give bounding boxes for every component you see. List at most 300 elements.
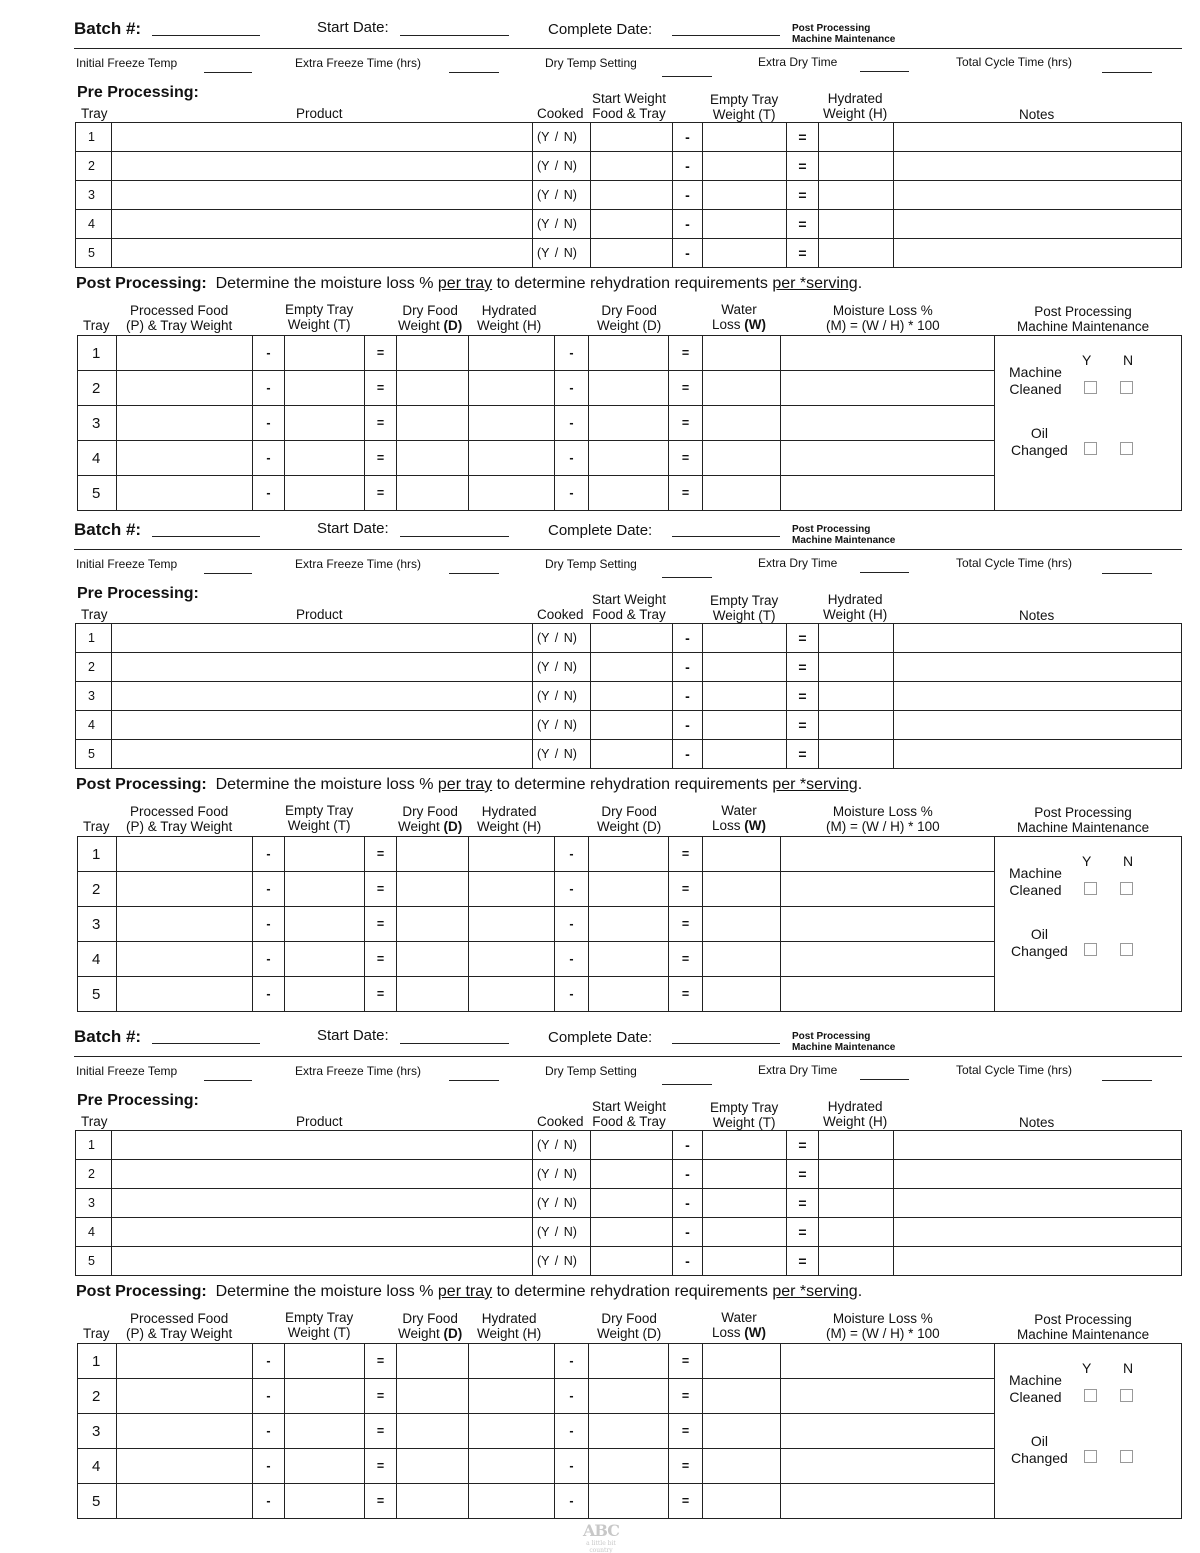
empty-tray-weight-cell[interactable] bbox=[703, 1189, 787, 1218]
pre-tray-number: 1 bbox=[76, 123, 112, 152]
moisture-loss-cell[interactable] bbox=[781, 837, 995, 872]
equals-sign: = bbox=[365, 907, 397, 942]
post-col-tray: Tray bbox=[83, 318, 110, 333]
no-column-label: N bbox=[1123, 1360, 1134, 1376]
empty-tray-cell[interactable] bbox=[285, 907, 365, 942]
processed-food-cell[interactable] bbox=[117, 1344, 253, 1379]
dry-temp-setting-field[interactable] bbox=[662, 577, 712, 578]
processed-food-cell[interactable] bbox=[117, 476, 253, 511]
notes-cell[interactable] bbox=[894, 1189, 1182, 1218]
empty-tray-cell[interactable] bbox=[285, 441, 365, 476]
initial-freeze-temp-field[interactable] bbox=[204, 1080, 252, 1081]
empty-tray-cell[interactable] bbox=[285, 1449, 365, 1484]
water-loss-cell[interactable] bbox=[703, 837, 781, 872]
processed-food-cell[interactable] bbox=[117, 406, 253, 441]
cooked-yn-cell[interactable]: (Y / N) bbox=[533, 1189, 591, 1218]
start-weight-cell[interactable] bbox=[591, 210, 673, 239]
water-loss-cell[interactable] bbox=[703, 441, 781, 476]
product-cell[interactable] bbox=[112, 1160, 533, 1189]
empty-tray-cell[interactable] bbox=[285, 977, 365, 1012]
extra-freeze-time-field[interactable] bbox=[449, 573, 499, 574]
empty-tray-weight-cell[interactable] bbox=[703, 740, 787, 769]
pre-tray-number: 1 bbox=[76, 1131, 112, 1160]
total-cycle-time-field[interactable] bbox=[1102, 72, 1152, 73]
processed-food-cell[interactable] bbox=[117, 942, 253, 977]
pre-table-row bbox=[76, 239, 1182, 268]
cooked-yn-cell[interactable]: (Y / N) bbox=[533, 1247, 591, 1276]
processed-food-cell[interactable] bbox=[117, 441, 253, 476]
dry-food-weight-2-cell[interactable] bbox=[589, 441, 669, 476]
product-cell[interactable] bbox=[112, 239, 533, 268]
water-loss-cell[interactable] bbox=[703, 406, 781, 441]
product-cell[interactable] bbox=[112, 1218, 533, 1247]
processed-food-cell[interactable] bbox=[117, 837, 253, 872]
moisture-loss-cell[interactable] bbox=[781, 336, 995, 371]
post-col-water-loss: Water Loss (W) bbox=[712, 1310, 767, 1340]
hydrated-weight-cell[interactable] bbox=[469, 1344, 555, 1379]
yes-column-label: Y bbox=[1082, 1360, 1092, 1376]
batch-number-label: Batch #: bbox=[74, 1027, 142, 1046]
start-weight-cell[interactable] bbox=[591, 1247, 673, 1276]
processed-food-cell[interactable] bbox=[117, 907, 253, 942]
water-loss-cell[interactable] bbox=[703, 476, 781, 511]
product-cell[interactable] bbox=[112, 181, 533, 210]
cooked-yn-cell[interactable]: (Y / N) bbox=[533, 740, 591, 769]
dry-food-weight-2-cell[interactable] bbox=[589, 1344, 669, 1379]
dry-food-weight-cell[interactable] bbox=[397, 476, 469, 511]
empty-tray-weight-cell[interactable] bbox=[703, 181, 787, 210]
empty-tray-cell[interactable] bbox=[285, 406, 365, 441]
empty-tray-cell[interactable] bbox=[285, 837, 365, 872]
dry-food-weight-cell[interactable] bbox=[397, 1414, 469, 1449]
complete-date-field[interactable] bbox=[672, 35, 780, 36]
no-column-label: N bbox=[1123, 853, 1134, 869]
maintenance-checklist bbox=[995, 837, 1182, 1012]
hydrated-weight-cell[interactable] bbox=[819, 239, 894, 268]
hydrated-weight-cell[interactable] bbox=[819, 1247, 894, 1276]
hydrated-weight-cell[interactable] bbox=[469, 977, 555, 1012]
empty-tray-weight-cell[interactable] bbox=[703, 1160, 787, 1189]
pre-col-start-weight: Start Weight Food & Tray bbox=[592, 91, 667, 121]
notes-cell[interactable] bbox=[894, 653, 1182, 682]
water-loss-cell[interactable] bbox=[703, 371, 781, 406]
hydrated-weight-cell[interactable] bbox=[469, 441, 555, 476]
dry-food-weight-cell[interactable] bbox=[397, 1449, 469, 1484]
start-weight-cell[interactable] bbox=[591, 682, 673, 711]
notes-cell[interactable] bbox=[894, 152, 1182, 181]
pre-col-start-weight: Start Weight Food & Tray bbox=[592, 592, 667, 622]
water-loss-cell[interactable] bbox=[703, 907, 781, 942]
batch-number-field[interactable] bbox=[152, 35, 260, 36]
dry-food-weight-cell[interactable] bbox=[397, 1484, 469, 1519]
machine-cleaned-no-checkbox[interactable] bbox=[1120, 882, 1133, 895]
product-cell[interactable] bbox=[112, 740, 533, 769]
hydrated-weight-cell[interactable] bbox=[469, 942, 555, 977]
empty-tray-cell[interactable] bbox=[285, 336, 365, 371]
water-loss-cell[interactable] bbox=[703, 872, 781, 907]
machine-cleaned-yes-checkbox[interactable] bbox=[1084, 882, 1097, 895]
minus-sign: - bbox=[253, 942, 285, 977]
cooked-yn-cell[interactable]: (Y / N) bbox=[533, 1218, 591, 1247]
empty-tray-weight-cell[interactable] bbox=[703, 152, 787, 181]
dry-temp-setting-field[interactable] bbox=[662, 76, 712, 77]
processed-food-cell[interactable] bbox=[117, 1449, 253, 1484]
cooked-yn-cell[interactable]: (Y / N) bbox=[533, 653, 591, 682]
notes-cell[interactable] bbox=[894, 682, 1182, 711]
processed-food-cell[interactable] bbox=[117, 336, 253, 371]
dry-food-weight-2-cell[interactable] bbox=[589, 1414, 669, 1449]
equals-sign: = bbox=[669, 371, 703, 406]
hydrated-weight-cell[interactable] bbox=[819, 711, 894, 740]
notes-cell[interactable] bbox=[894, 1160, 1182, 1189]
pre-col-notes: Notes bbox=[1019, 1115, 1055, 1130]
initial-freeze-temp-field[interactable] bbox=[204, 72, 252, 73]
equals-sign: = bbox=[787, 624, 819, 653]
pre-col-start-weight: Start Weight Food & Tray bbox=[592, 1099, 667, 1129]
minus-sign: - bbox=[253, 837, 285, 872]
extra-freeze-time-field[interactable] bbox=[449, 72, 499, 73]
post-col-processed-food: Processed Food (P) & Tray Weight bbox=[126, 1311, 233, 1341]
oil-changed-no-checkbox[interactable] bbox=[1120, 943, 1133, 956]
post-col-moisture-loss: Moisture Loss % (M) = (W / H) * 100 bbox=[826, 804, 940, 834]
notes-cell[interactable] bbox=[894, 239, 1182, 268]
post-col-hydrated-weight: Hydrated Weight (H) bbox=[477, 1311, 542, 1341]
dry-food-weight-2-cell[interactable] bbox=[589, 942, 669, 977]
moisture-loss-cell[interactable] bbox=[781, 942, 995, 977]
machine-cleaned-no-checkbox[interactable] bbox=[1120, 381, 1133, 394]
empty-tray-cell[interactable] bbox=[285, 1484, 365, 1519]
start-weight-cell[interactable] bbox=[591, 239, 673, 268]
minus-sign: - bbox=[253, 1449, 285, 1484]
post-processing-instruction: Post Processing: Determine the moisture loss % per tray to determine rehydration requirements per *serving. bbox=[76, 275, 863, 292]
start-weight-cell[interactable] bbox=[591, 653, 673, 682]
moisture-loss-cell[interactable] bbox=[781, 907, 995, 942]
moisture-loss-cell[interactable] bbox=[781, 872, 995, 907]
cooked-yn-cell[interactable]: (Y / N) bbox=[533, 1131, 591, 1160]
hydrated-weight-cell[interactable] bbox=[819, 181, 894, 210]
processed-food-cell[interactable] bbox=[117, 1414, 253, 1449]
hydrated-weight-cell[interactable] bbox=[819, 653, 894, 682]
empty-tray-weight-cell[interactable] bbox=[703, 239, 787, 268]
product-cell[interactable] bbox=[112, 653, 533, 682]
water-loss-cell[interactable] bbox=[703, 977, 781, 1012]
notes-cell[interactable] bbox=[894, 1247, 1182, 1276]
empty-tray-weight-cell[interactable] bbox=[703, 711, 787, 740]
start-weight-cell[interactable] bbox=[591, 1218, 673, 1247]
pre-table-row bbox=[76, 1160, 1182, 1189]
dry-food-weight-cell[interactable] bbox=[397, 441, 469, 476]
pre-table-row bbox=[76, 711, 1182, 740]
pre-col-tray: Tray bbox=[81, 607, 108, 622]
hydrated-weight-cell[interactable] bbox=[819, 682, 894, 711]
pre-table-row bbox=[76, 123, 1182, 152]
equals-sign: = bbox=[365, 476, 397, 511]
dry-food-weight-cell[interactable] bbox=[397, 336, 469, 371]
extra-dry-time-field[interactable] bbox=[860, 572, 909, 573]
water-loss-cell[interactable] bbox=[703, 1414, 781, 1449]
dry-food-weight-cell[interactable] bbox=[397, 872, 469, 907]
batch-number-label: Batch #: bbox=[74, 19, 142, 38]
hydrated-weight-cell[interactable] bbox=[819, 624, 894, 653]
empty-tray-weight-cell[interactable] bbox=[703, 1218, 787, 1247]
moisture-loss-cell[interactable] bbox=[781, 1414, 995, 1449]
extra-dry-time-field[interactable] bbox=[860, 71, 909, 72]
pre-table-row bbox=[76, 624, 1182, 653]
water-loss-cell[interactable] bbox=[703, 1449, 781, 1484]
hydrated-weight-cell[interactable] bbox=[469, 872, 555, 907]
hydrated-weight-cell[interactable] bbox=[819, 1189, 894, 1218]
cooked-yn-cell[interactable]: (Y / N) bbox=[533, 239, 591, 268]
dry-food-weight-2-cell[interactable] bbox=[589, 336, 669, 371]
pre-table-row bbox=[76, 1131, 1182, 1160]
oil-changed-no-checkbox[interactable] bbox=[1120, 442, 1133, 455]
dry-food-weight-cell[interactable] bbox=[397, 942, 469, 977]
start-weight-cell[interactable] bbox=[591, 1131, 673, 1160]
cooked-yn-cell[interactable]: (Y / N) bbox=[533, 1160, 591, 1189]
equals-sign: = bbox=[787, 123, 819, 152]
post-col-processed-food: Processed Food (P) & Tray Weight bbox=[126, 804, 233, 834]
empty-tray-cell[interactable] bbox=[285, 1344, 365, 1379]
post-col-dry-food-weight: Dry Food Weight (D) bbox=[398, 804, 463, 834]
post-tray-number: 1 bbox=[78, 837, 117, 872]
product-cell[interactable] bbox=[112, 152, 533, 181]
moisture-loss-cell[interactable] bbox=[781, 406, 995, 441]
hydrated-weight-cell[interactable] bbox=[469, 1379, 555, 1414]
post-col-maintenance: Post Processing Machine Maintenance bbox=[1017, 304, 1150, 334]
hydrated-weight-cell[interactable] bbox=[469, 406, 555, 441]
start-date-field[interactable] bbox=[400, 1043, 509, 1044]
product-cell[interactable] bbox=[112, 1247, 533, 1276]
oil-changed-yes-checkbox[interactable] bbox=[1084, 442, 1097, 455]
dry-food-weight-2-cell[interactable] bbox=[589, 837, 669, 872]
minus-sign: - bbox=[673, 624, 703, 653]
dry-temp-setting-field[interactable] bbox=[662, 1084, 712, 1085]
notes-cell[interactable] bbox=[894, 210, 1182, 239]
hydrated-weight-cell[interactable] bbox=[469, 336, 555, 371]
minus-sign: - bbox=[555, 371, 589, 406]
dry-food-weight-cell[interactable] bbox=[397, 406, 469, 441]
machine-cleaned-yes-checkbox[interactable] bbox=[1084, 1389, 1097, 1402]
extra-dry-time-field[interactable] bbox=[860, 1079, 909, 1080]
water-loss-cell[interactable] bbox=[703, 336, 781, 371]
dry-food-weight-cell[interactable] bbox=[397, 371, 469, 406]
empty-tray-weight-cell[interactable] bbox=[703, 210, 787, 239]
start-weight-cell[interactable] bbox=[591, 152, 673, 181]
empty-tray-cell[interactable] bbox=[285, 476, 365, 511]
start-weight-cell[interactable] bbox=[591, 740, 673, 769]
equals-sign: = bbox=[787, 181, 819, 210]
empty-tray-cell[interactable] bbox=[285, 872, 365, 907]
moisture-loss-cell[interactable] bbox=[781, 476, 995, 511]
processed-food-cell[interactable] bbox=[117, 977, 253, 1012]
pre-tray-number: 1 bbox=[76, 624, 112, 653]
moisture-loss-cell[interactable] bbox=[781, 371, 995, 406]
moisture-loss-cell[interactable] bbox=[781, 1484, 995, 1519]
extra-freeze-time-field[interactable] bbox=[449, 1080, 499, 1081]
pre-table-row bbox=[76, 1247, 1182, 1276]
notes-cell[interactable] bbox=[894, 1218, 1182, 1247]
complete-date-field[interactable] bbox=[672, 1043, 780, 1044]
processed-food-cell[interactable] bbox=[117, 371, 253, 406]
start-weight-cell[interactable] bbox=[591, 181, 673, 210]
cooked-yn-cell[interactable]: (Y / N) bbox=[533, 152, 591, 181]
dry-food-weight-cell[interactable] bbox=[397, 907, 469, 942]
notes-cell[interactable] bbox=[894, 624, 1182, 653]
minus-sign: - bbox=[673, 711, 703, 740]
notes-cell[interactable] bbox=[894, 711, 1182, 740]
empty-tray-weight-cell[interactable] bbox=[703, 1247, 787, 1276]
water-loss-cell[interactable] bbox=[703, 1484, 781, 1519]
hydrated-weight-cell[interactable] bbox=[819, 210, 894, 239]
dry-food-weight-2-cell[interactable] bbox=[589, 1484, 669, 1519]
product-cell[interactable] bbox=[112, 1189, 533, 1218]
dry-food-weight-2-cell[interactable] bbox=[589, 476, 669, 511]
machine-cleaned-label: Machine Cleaned bbox=[1009, 1372, 1062, 1405]
pre-col-hydrated: Hydrated Weight (H) bbox=[823, 592, 888, 622]
dry-food-weight-cell[interactable] bbox=[397, 1344, 469, 1379]
start-weight-cell[interactable] bbox=[591, 123, 673, 152]
hydrated-weight-cell[interactable] bbox=[469, 907, 555, 942]
pre-col-empty-tray: Empty Tray Weight (T) bbox=[710, 593, 779, 623]
product-cell[interactable] bbox=[112, 711, 533, 740]
batch-number-field[interactable] bbox=[152, 536, 260, 537]
equals-sign: = bbox=[669, 907, 703, 942]
hydrated-weight-cell[interactable] bbox=[469, 1484, 555, 1519]
start-weight-cell[interactable] bbox=[591, 1189, 673, 1218]
complete-date-label: Complete Date: bbox=[548, 21, 653, 38]
dry-food-weight-2-cell[interactable] bbox=[589, 371, 669, 406]
hydrated-weight-cell[interactable] bbox=[819, 1160, 894, 1189]
post-tray-number: 3 bbox=[78, 907, 117, 942]
equals-sign: = bbox=[787, 1160, 819, 1189]
cooked-yn-cell[interactable]: (Y / N) bbox=[533, 682, 591, 711]
machine-cleaned-yes-checkbox[interactable] bbox=[1084, 381, 1097, 394]
pre-col-notes: Notes bbox=[1019, 608, 1055, 623]
dry-food-weight-2-cell[interactable] bbox=[589, 907, 669, 942]
minus-sign: - bbox=[555, 942, 589, 977]
header-separator bbox=[74, 48, 1182, 49]
cooked-yn-cell[interactable]: (Y / N) bbox=[533, 624, 591, 653]
empty-tray-cell[interactable] bbox=[285, 1379, 365, 1414]
post-col-dry-food-2: Dry Food Weight (D) bbox=[597, 1311, 662, 1341]
product-cell[interactable] bbox=[112, 1131, 533, 1160]
total-cycle-time-field[interactable] bbox=[1102, 1080, 1152, 1081]
empty-tray-weight-cell[interactable] bbox=[703, 624, 787, 653]
equals-sign: = bbox=[787, 1247, 819, 1276]
water-loss-cell[interactable] bbox=[703, 1379, 781, 1414]
hydrated-weight-cell[interactable] bbox=[469, 1449, 555, 1484]
oil-changed-yes-checkbox[interactable] bbox=[1084, 943, 1097, 956]
empty-tray-cell[interactable] bbox=[285, 1414, 365, 1449]
hydrated-weight-cell[interactable] bbox=[469, 371, 555, 406]
notes-cell[interactable] bbox=[894, 181, 1182, 210]
water-loss-cell[interactable] bbox=[703, 942, 781, 977]
total-cycle-time-field[interactable] bbox=[1102, 573, 1152, 574]
notes-cell[interactable] bbox=[894, 1131, 1182, 1160]
dry-food-weight-cell[interactable] bbox=[397, 977, 469, 1012]
hydrated-weight-cell[interactable] bbox=[469, 1414, 555, 1449]
dry-food-weight-2-cell[interactable] bbox=[589, 1449, 669, 1484]
minus-sign: - bbox=[555, 1344, 589, 1379]
hydrated-weight-cell[interactable] bbox=[819, 1218, 894, 1247]
initial-freeze-temp-field[interactable] bbox=[204, 573, 252, 574]
start-date-field[interactable] bbox=[400, 35, 509, 36]
oil-changed-yes-checkbox[interactable] bbox=[1084, 1450, 1097, 1463]
total-cycle-time-label: Total Cycle Time (hrs) bbox=[956, 556, 1073, 570]
notes-cell[interactable] bbox=[894, 123, 1182, 152]
complete-date-field[interactable] bbox=[672, 536, 780, 537]
empty-tray-weight-cell[interactable] bbox=[703, 123, 787, 152]
pre-tray-number: 2 bbox=[76, 152, 112, 181]
post-processing-instruction: Post Processing: Determine the moisture loss % per tray to determine rehydration requirements per *serving. bbox=[76, 1283, 863, 1300]
cooked-yn-cell[interactable]: (Y / N) bbox=[533, 210, 591, 239]
moisture-loss-cell[interactable] bbox=[781, 1344, 995, 1379]
equals-sign: = bbox=[787, 239, 819, 268]
oil-changed-no-checkbox[interactable] bbox=[1120, 1450, 1133, 1463]
processed-food-cell[interactable] bbox=[117, 1379, 253, 1414]
product-cell[interactable] bbox=[112, 210, 533, 239]
product-cell[interactable] bbox=[112, 624, 533, 653]
minus-sign: - bbox=[253, 907, 285, 942]
hydrated-weight-cell[interactable] bbox=[819, 123, 894, 152]
product-cell[interactable] bbox=[112, 682, 533, 711]
moisture-loss-cell[interactable] bbox=[781, 1379, 995, 1414]
dry-food-weight-cell[interactable] bbox=[397, 1379, 469, 1414]
equals-sign: = bbox=[669, 872, 703, 907]
moisture-loss-cell[interactable] bbox=[781, 977, 995, 1012]
start-date-field[interactable] bbox=[400, 536, 509, 537]
hydrated-weight-cell[interactable] bbox=[819, 740, 894, 769]
dry-food-weight-2-cell[interactable] bbox=[589, 977, 669, 1012]
cooked-yn-cell[interactable]: (Y / N) bbox=[533, 181, 591, 210]
start-weight-cell[interactable] bbox=[591, 711, 673, 740]
product-cell[interactable] bbox=[112, 123, 533, 152]
equals-sign: = bbox=[365, 336, 397, 371]
machine-cleaned-no-checkbox[interactable] bbox=[1120, 1389, 1133, 1402]
start-weight-cell[interactable] bbox=[591, 1160, 673, 1189]
start-weight-cell[interactable] bbox=[591, 624, 673, 653]
empty-tray-weight-cell[interactable] bbox=[703, 682, 787, 711]
pre-processing-title: Pre Processing: bbox=[77, 1092, 199, 1109]
processed-food-cell[interactable] bbox=[117, 872, 253, 907]
cooked-yn-cell[interactable]: (Y / N) bbox=[533, 711, 591, 740]
notes-cell[interactable] bbox=[894, 740, 1182, 769]
water-loss-cell[interactable] bbox=[703, 1344, 781, 1379]
equals-sign: = bbox=[365, 406, 397, 441]
cooked-yn-cell[interactable]: (Y / N) bbox=[533, 123, 591, 152]
hydrated-weight-cell[interactable] bbox=[469, 476, 555, 511]
empty-tray-weight-cell[interactable] bbox=[703, 653, 787, 682]
empty-tray-weight-cell[interactable] bbox=[703, 1131, 787, 1160]
hydrated-weight-cell[interactable] bbox=[819, 1131, 894, 1160]
hydrated-weight-cell[interactable] bbox=[469, 837, 555, 872]
minus-sign: - bbox=[555, 1414, 589, 1449]
batch-number-field[interactable] bbox=[152, 1043, 260, 1044]
pre-table-row bbox=[76, 1218, 1182, 1247]
hydrated-weight-cell[interactable] bbox=[819, 152, 894, 181]
dry-food-weight-2-cell[interactable] bbox=[589, 1379, 669, 1414]
empty-tray-cell[interactable] bbox=[285, 942, 365, 977]
empty-tray-cell[interactable] bbox=[285, 371, 365, 406]
processed-food-cell[interactable] bbox=[117, 1484, 253, 1519]
equals-sign: = bbox=[669, 977, 703, 1012]
dry-food-weight-cell[interactable] bbox=[397, 837, 469, 872]
extra-freeze-time-label: Extra Freeze Time (hrs) bbox=[295, 1064, 422, 1078]
dry-food-weight-2-cell[interactable] bbox=[589, 406, 669, 441]
dry-food-weight-2-cell[interactable] bbox=[589, 872, 669, 907]
moisture-loss-cell[interactable] bbox=[781, 1449, 995, 1484]
moisture-loss-cell[interactable] bbox=[781, 441, 995, 476]
